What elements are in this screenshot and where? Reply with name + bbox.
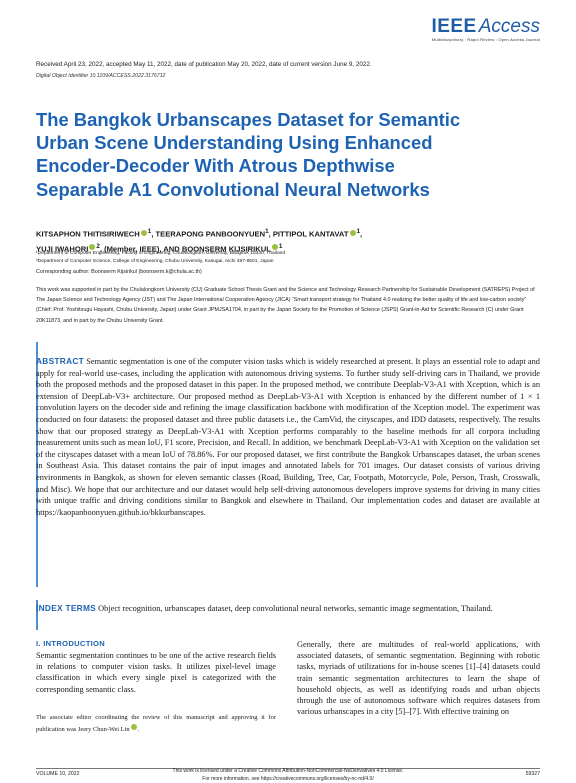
funding-statement: This work was supported in part by the Chulalongkorn University (CU) Graduate School Thesis Grant and the Science and Technology Research Partnership for Sustainable Development (SATREPS) Project of The Japan Science and Technology Agency (JST) and The Japan International Cooperation Agency (JICA) “Smart transport strategy for Thailand 4.0 realizing the better quality of life and low-carbon society” (Chief: Prof. Yoshitsugu Hayashi, Chubu University, Japan) under Grant JPMJSA1704, in part by the Japan Society for the Promotion of Science (JSPS) Grant-in-Aid for Scientific Research (C) under Grant 20K11873, and in part by the Chubu University Grant. — [36, 287, 535, 324]
license-line-2[interactable]: For more information, see https://creativecommons.org/licenses/by-nc-nd/4.0/ — [202, 775, 374, 782]
author-affil-sup: 2 — [96, 242, 100, 250]
author-affil-sup: 1 — [265, 228, 269, 235]
author-line-1: KITSAPHON THITISIRIWECH $^1$, TEERAPONG PANBOONYUEN$^1$, PITTIPOL KANTAVAT $^1$, — [36, 228, 363, 239]
author-name: , (Member, IEEE), AND BOONSERM KIJSIRIKUL — [99, 244, 271, 254]
author-affil-sup: 1 — [278, 242, 283, 250]
section-heading-introduction: I. INTRODUCTION — [36, 639, 106, 648]
orcid-icon[interactable] — [131, 724, 137, 730]
editor-note-text: The associate editor coordinating the review of this manuscript and approving it for publication was Jeery Chun-Wei Lin — [36, 714, 276, 733]
publication-dates: Received April 23, 2022, accepted May 11, 2022, date of publication May 20, 2022, date of current version June 9, 2022. — [36, 61, 372, 68]
intro-right-column: Generally, there are multitudes of real-world applications, with associated datasets, of semantic segmentation. Beginning with robotic tasks, myriads of utilizations for in-house scenes [1]–[4] datasets could train semantic segmentation architectures to learn the shape of household objects, as well as identifying roads and urban objects through the use of autonomous software which requires datasets from various urbanscapes in a city [5]–[7]. With effective training on — [297, 640, 540, 717]
logo-access: Access — [478, 16, 540, 37]
editor-note: The associate editor coordinating the review of this manuscript and approving it for publication was Jeery Chun-Wei Lin . — [36, 714, 276, 733]
index-terms — [36, 603, 540, 615]
index-terms-body: Object recognition, urbanscapes dataset, deep convolutional neural networks, semantic image segmentation, Thailand. — [98, 604, 493, 613]
footer-page-number: 59327 — [525, 771, 540, 777]
abstract-body: Semantic segmentation is one of the computer vision tasks which is widely researched at present. It plays an essential role to adapt and apply for real-world use-cases, including the application with autonomous driving systems. To further study self-driving cars in Thailand, we provide both the proposed methods and the proposed dataset in this paper. In the proposed method, we contribute Deeplab-V3-A1 with Xception, which is an extension of DeepLab-V3+ architecture. Our proposed method as DeepLab-V3-A1 with Xception is enhanced by the different number of 1 × 1 convolution layers on the decoder side and refining the image classification backbone with modification of the Xception model. The experiment was conducted on four datasets: the proposed dataset and three public datasets i.e., the CamVid, the cityscapes, and IDD datasets, respectively. The results show that our proposed strategy as DeepLab-V3-A1 with Xception performs comparably to the baseline methods for all corpora including measurement units such as mean IoU, F1 score, Precision, and Recall. In addition, we benchmark DeepLab-V3-A1 with Xception on the validation set of the cityscapes dataset with a mean IoU of 78.86%. For our proposed dataset, we first contribute the Bangkok Urbanscapes dataset, the urban scenes in Southeast Asia. This dataset contains the pair of input images and annotated labels for 701 images. Our dataset consists of various driving environments in Bangkok, as shown for eleven semantic classes (Road, Building, Tree, Car, Footpath, Motorcycle, Pole, Person, Trash, Crosswalk, and Misc). We hope that our architecture and our dataset would help self-driving autonomous developers improve systems for driving in many cities with unique traffic and driving conditions similar to Bangkok and elsewhere in Thailand. Our implementation codes and dataset are available at https://kaopanboonyuen.github.io/bkkurbanscapes. — [36, 357, 540, 517]
author-name: KITSAPHON THITISIRIWECH — [36, 229, 140, 239]
author-affil-sup: 1 — [356, 228, 361, 235]
author-name: , PITTIPOL KANTAVAT — [268, 229, 349, 239]
author-name: , TEERAPONG PANBOONYUEN — [151, 229, 266, 239]
index-terms-heading: INDEX TERMS — [36, 603, 97, 613]
affiliation-1: ¹Department of Computer Engineering, Faculty of Engineering, Chulalongkorn University, Bangkok 10330, Thailand — [36, 251, 286, 256]
orcid-icon[interactable] — [141, 230, 147, 236]
footer-volume: VOLUME 10, 2022 — [36, 771, 80, 777]
footer-license — [150, 768, 426, 783]
orcid-icon[interactable] — [89, 244, 95, 250]
intro-left-column: Semantic segmentation continues to be one of the active research fields in relations to computer vision tasks. It utilizes pixel-level image classification in which every single pixel is categorized with the corresponding semantic class. — [36, 651, 276, 694]
license-line-1[interactable]: This work is licensed under a Creative Commons Attribution-NonCommercial-NoDerivatives 4.0 License. — [172, 768, 404, 774]
author-affil-sup: 1 — [147, 228, 152, 235]
ieee-access-logo — [431, 16, 540, 38]
journal-tagline: Multidisciplinary : Rapid Review : Open Access Journal — [431, 37, 540, 42]
logo-ieee: IEEE — [431, 16, 477, 37]
abstract-heading: ABSTRACT — [36, 356, 85, 366]
doi: Digital Object Identifier 10.1109/ACCESS.2022.3176712 — [36, 73, 166, 79]
orcid-icon[interactable] — [350, 230, 356, 236]
affiliation-2: ²Department of Computer Science, College of Engineering, Chubu University, Kasugai, Aichi 487-8501, Japan — [36, 259, 274, 264]
abstract — [36, 356, 540, 518]
orcid-icon[interactable] — [272, 244, 278, 250]
paper-title: The Bangkok Urbanscapes Dataset for Semantic Urban Scene Understanding Using Enhanced Encoder-Decoder With Atrous Depthwise Separable A1 Convolutional Neural Networks — [36, 109, 461, 200]
corresponding-author: Corresponding author: Boonserm Kijsirikul (boonserm.k@chula.ac.th) — [36, 269, 202, 275]
author-name: YUJI IWAHORI — [36, 244, 89, 254]
